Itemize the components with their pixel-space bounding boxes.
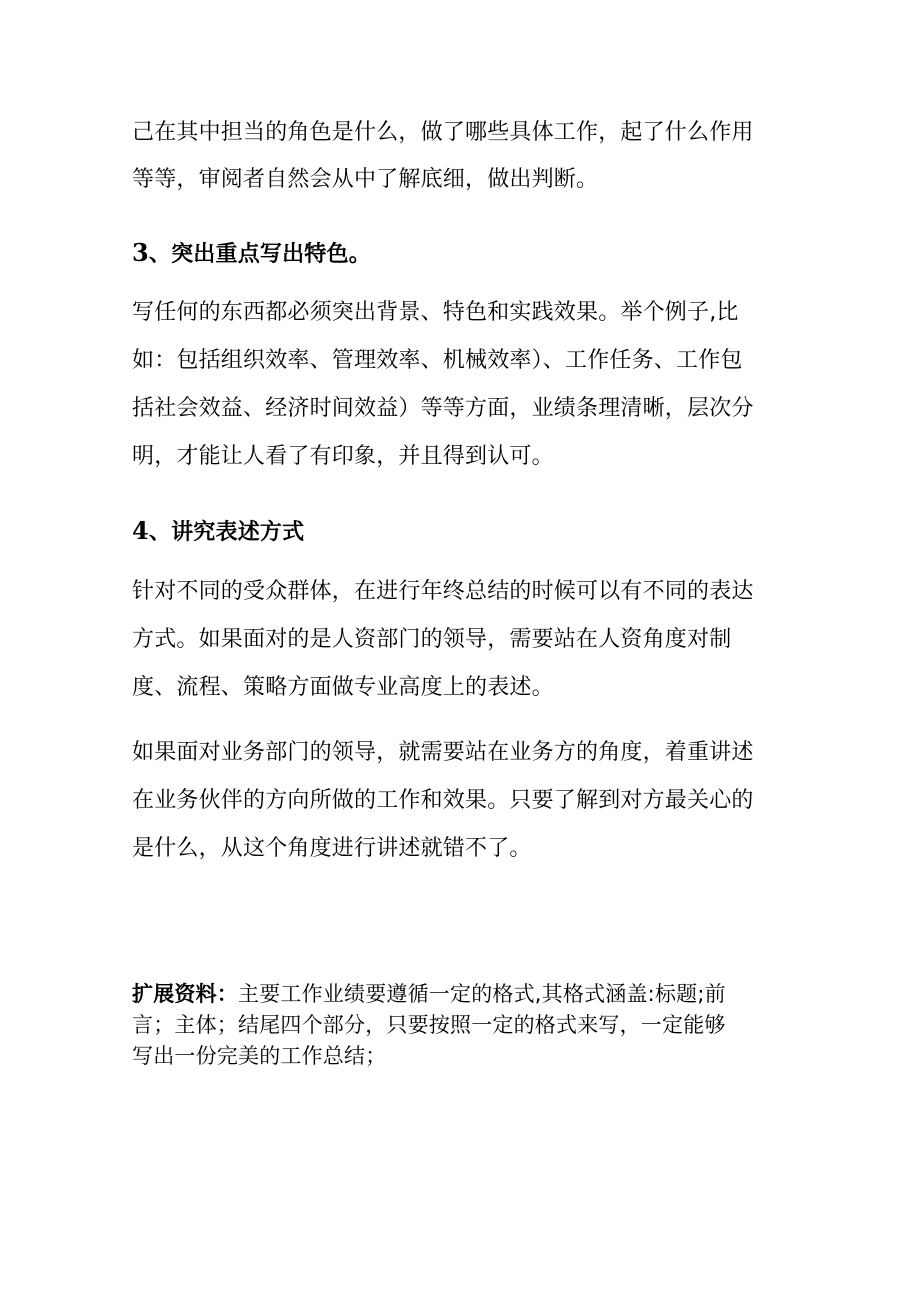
intro-line-2: 等等，审阅者自然会从中了解底细，做出判断。 xyxy=(132,167,599,192)
section-3-line-4: 明，才能让人看了有印象，并且得到认可。 xyxy=(132,444,554,469)
section-4-p1-line-3: 度、流程、策略方面做专业高度上的表述。 xyxy=(132,675,554,700)
section-4-heading xyxy=(132,516,304,548)
extension-line-2: 言；主体；结尾四个部分，只要按照一定的格式来写，一定能够 xyxy=(132,1013,726,1037)
extension-label: 扩展资料： xyxy=(132,982,238,1006)
section-4-p1-line-1: 针对不同的受众群体，在进行年终总结的时候可以有不同的表达 xyxy=(132,579,754,604)
section-3-number: 3 xyxy=(132,238,149,267)
section-4-number: 4 xyxy=(132,516,149,545)
section-4-title: 、讲究表述方式 xyxy=(148,520,305,545)
section-4-p2-line-1: 如果面对业务部门的领导，就需要站在业务方的角度，着重讲述 xyxy=(132,740,754,765)
section-4-p2-line-3: 是什么，从这个角度进行讲述就错不了。 xyxy=(132,836,532,861)
section-3-line-3: 括社会效益、经济时间效益）等等方面，业绩条理清晰，层次分 xyxy=(132,396,754,421)
section-3-heading xyxy=(132,238,371,270)
extension-text-1: 主要工作业绩要遵循一定的格式,其格式涵盖:标题;前 xyxy=(238,982,726,1006)
section-4-p1-line-2: 方式。如果面对的是人资部门的领导，需要站在人资角度对制 xyxy=(132,627,732,652)
section-3-line-2: 如：包括组织效率、管理效率、机械效率）、工作任务、工作包 xyxy=(132,348,743,373)
section-3-line-1: 写任何的东西都必须突出背景、特色和实践效果。举个例子,比 xyxy=(132,300,739,325)
intro-line-1: 己在其中担当的角色是什么，做了哪些具体工作，起了什么作用 xyxy=(132,120,754,145)
extension-line-1 xyxy=(132,979,726,1009)
section-4-p2-line-2: 在业务伙伴的方向所做的工作和效果。只要了解到对方最关心的 xyxy=(132,788,754,813)
extension-line-3: 写出一份完美的工作总结； xyxy=(132,1044,387,1068)
section-3-title: 、突出重点写出特色。 xyxy=(148,242,371,267)
